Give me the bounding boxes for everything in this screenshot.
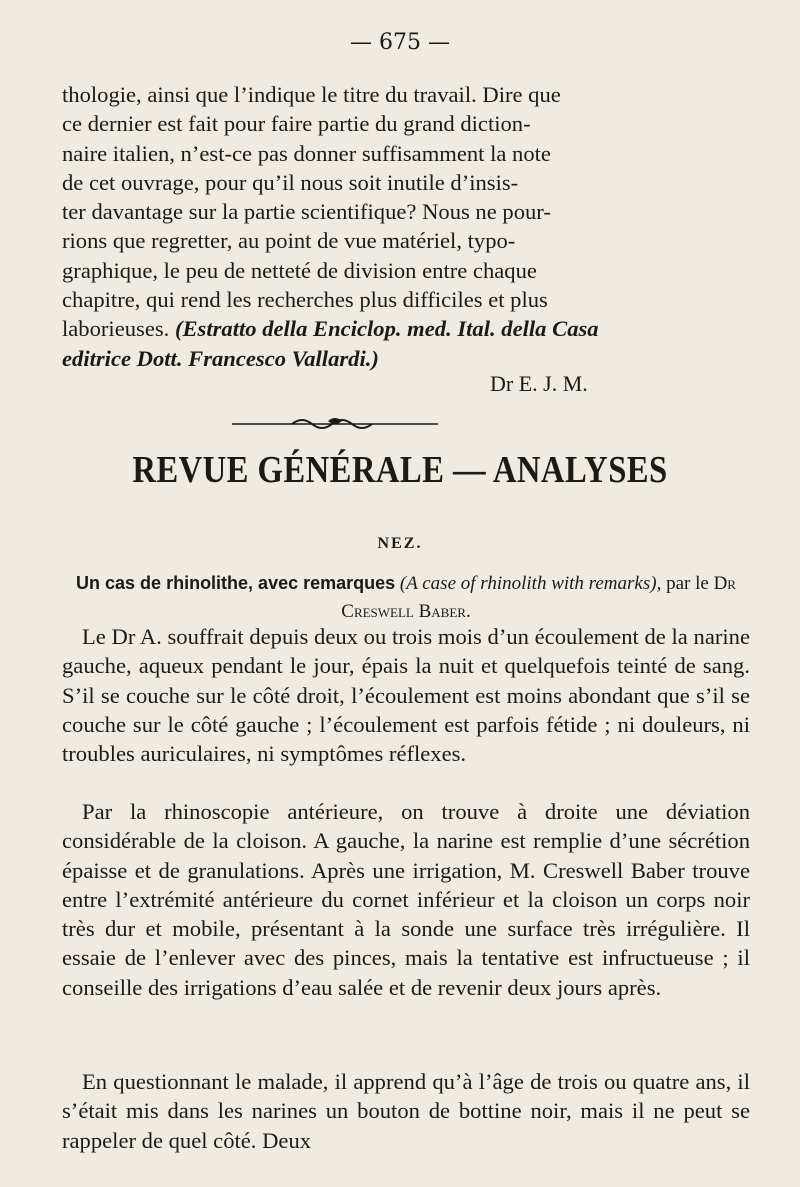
page-number: — 675 — [350,30,450,55]
intro-line: chapitre, qui rend les recherches plus difficiles et plus [62,287,548,313]
article-title [62,569,750,626]
author-prefix: par le [666,573,709,594]
body-paragraph: Par la rhinoscopie antérieure, on trouve à droite une déviation considérable de la cloison. A gauche, la narine est remplie d’une sécrétion épaisse et de granulations. Après une irrigation, M. Creswell Baber trouve entre l’extrémité antérieure du cornet inférieur et la cloison un corps noir très dur et mobile, présentant à la sonde une surface très irrégulière. Il essaie de l’enlever avec des pinces, mais la tentative est infructueuse ; il conseille des irrigations d’eau salée et de revenir deux jours après. [62,799,750,1000]
ornament-divider [232,412,438,436]
signature: Dr E. J. M. [490,371,588,396]
intro-line: de cet ouvrage, pour qu’il nous soit inutile d’insis- [62,169,519,195]
body-paragraph: En questionnant le malade, il apprend qu’à l’âge de trois ou quatre ans, il s’était mis dans les narines un bouton de bottine noir, mais il ne peut se rappeler de quel côté. Deux [62,1069,750,1153]
intro-line: ter davantage sur la partie scientifique? Nous ne pour- [62,199,551,225]
section-heading: REVUE GÉNÉRALE — ANALYSES [132,449,668,491]
intro-line: graphique, le peu de netteté de division entre chaque [62,257,537,283]
article-title-main: Un cas de rhinolithe, avec remarques [76,573,396,593]
citation-italic: (Estratto della Enciclop. med. Ital. della Casa [174,316,599,342]
citation-italic-end: editrice Dott. Francesco Vallardi.) [62,345,379,371]
article-author: Dr Creswell Baber. [341,573,736,622]
intro-line: thologie, ainsi que l’indique le titre du travail. Dire que [62,82,561,107]
intro-line: rions que regretter, au point de vue matériel, typo- [62,228,516,254]
article-title-translation: (A case of rhinolith with remarks), [399,573,662,594]
intro-line: ce dernier est fait pour faire partie du grand diction- [62,111,531,137]
intro-line [62,314,750,343]
intro-line: naire italien, n’est-ce pas donner suffisamment la note [62,140,551,166]
intro-paragraph [62,80,750,373]
subsection-title: NEZ. [377,535,423,552]
intro-line-text: laborieuses. [62,316,170,342]
body-paragraph: Le Dr A. souffrait depuis deux ou trois mois d’un écoulement de la narine gauche, aqueux pendant le jour, épais la nuit et quelquefois teinté de sang. S’il se couche sur le côté droit, l’écoulement est moins abondant que s’il se couche sur le côté gauche ; l’écoulement est parfois fétide ; ni douleurs, ni troubles auriculaires, ni symptômes réflexes. [62,624,750,767]
